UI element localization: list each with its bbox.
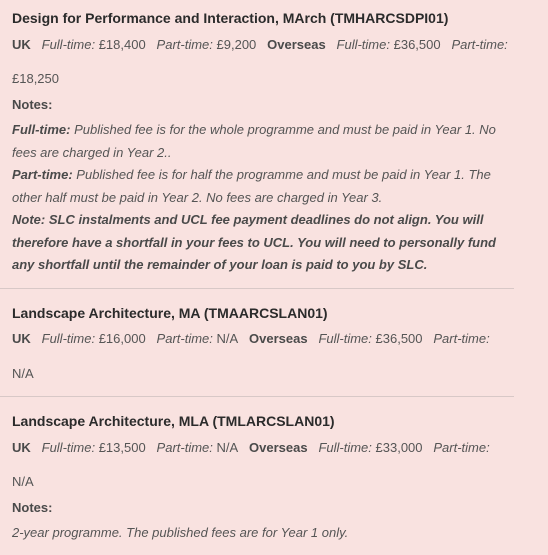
uk-label: UK [12, 440, 31, 455]
overseas-label: Overseas [267, 37, 326, 52]
overseas-parttime-fee: £18,250 [12, 71, 59, 86]
uk-fulltime-label: Full-time: [41, 37, 96, 52]
uk-fulltime-fee: £16,000 [98, 331, 146, 346]
slc-warning-line-2: therefore have a shortfall in your fees to UCL. You will need to personally fund [12, 234, 496, 250]
divider [0, 288, 514, 289]
notes-heading: Notes: [12, 97, 53, 112]
slc-warning-line-1: Note: SLC instalments and UCL fee payment deadlines do not align. You will [12, 212, 484, 227]
fee-row [12, 331, 490, 347]
fulltime-note-label: Full-time: [12, 122, 71, 137]
notes-heading: Notes: [12, 500, 53, 515]
uk-fulltime-label: Full-time: [41, 440, 96, 455]
uk-parttime-fee: N/A [216, 331, 239, 346]
overseas-fulltime-fee: £36,500 [393, 37, 441, 52]
parttime-note-text: Published fee is for half the programme and must be paid in Year 1. The [72, 167, 491, 182]
fulltime-note-text: Published fee is for the whole programme and must be paid in Year 1. No [70, 122, 496, 137]
parttime-note-cont: other half must be paid in Year 2. No fees are charged in Year 3. [12, 189, 383, 205]
parttime-note-label: Part-time: [12, 167, 73, 182]
uk-label: UK [12, 37, 31, 52]
uk-fulltime-fee: £18,400 [98, 37, 146, 52]
parttime-note [12, 164, 532, 187]
uk-fulltime-fee: £13,500 [98, 440, 146, 455]
overseas-parttime-fee: N/A [12, 366, 34, 381]
uk-parttime-label: Part-time: [156, 440, 213, 455]
overseas-parttime-fee: N/A [12, 474, 34, 489]
programme-title: Design for Performance and Interaction, MArch (TMHARCSDPI01) [12, 10, 449, 26]
overseas-label: Overseas [249, 440, 308, 455]
programme-title: Landscape Architecture, MA (TMAARCSLAN01) [12, 305, 328, 321]
overseas-fulltime-fee: £36,500 [375, 331, 423, 346]
overseas-parttime-label: Part-time: [451, 37, 508, 52]
programme-title: Landscape Architecture, MLA (TMLARCSLAN01) [12, 413, 335, 429]
uk-parttime-fee: N/A [216, 440, 239, 455]
overseas-fulltime-label: Full-time: [318, 331, 372, 346]
fulltime-note-cont: fees are charged in Year 2.. [12, 144, 172, 160]
overseas-fulltime-label: Full-time: [318, 440, 372, 455]
fulltime-note [12, 119, 532, 142]
overseas-fulltime-fee: £33,000 [375, 440, 423, 455]
divider [0, 396, 514, 397]
fee-row [12, 440, 490, 456]
notes-body [12, 119, 532, 277]
fee-row [12, 37, 508, 53]
uk-parttime-label: Part-time: [156, 37, 213, 52]
overseas-parttime-label: Part-time: [433, 331, 490, 346]
overseas-label: Overseas [249, 331, 308, 346]
uk-parttime-label: Part-time: [156, 331, 213, 346]
uk-parttime-fee: £9,200 [216, 37, 257, 52]
uk-fulltime-label: Full-time: [41, 331, 96, 346]
overseas-fulltime-label: Full-time: [336, 37, 390, 52]
slc-warning-line-3: any shortfall until the remainder of your loan is paid to you by SLC. [12, 257, 428, 272]
programme-note: 2-year programme. The published fees are for Year 1 only. [12, 525, 349, 540]
overseas-parttime-label: Part-time: [433, 440, 490, 455]
uk-label: UK [12, 331, 31, 346]
